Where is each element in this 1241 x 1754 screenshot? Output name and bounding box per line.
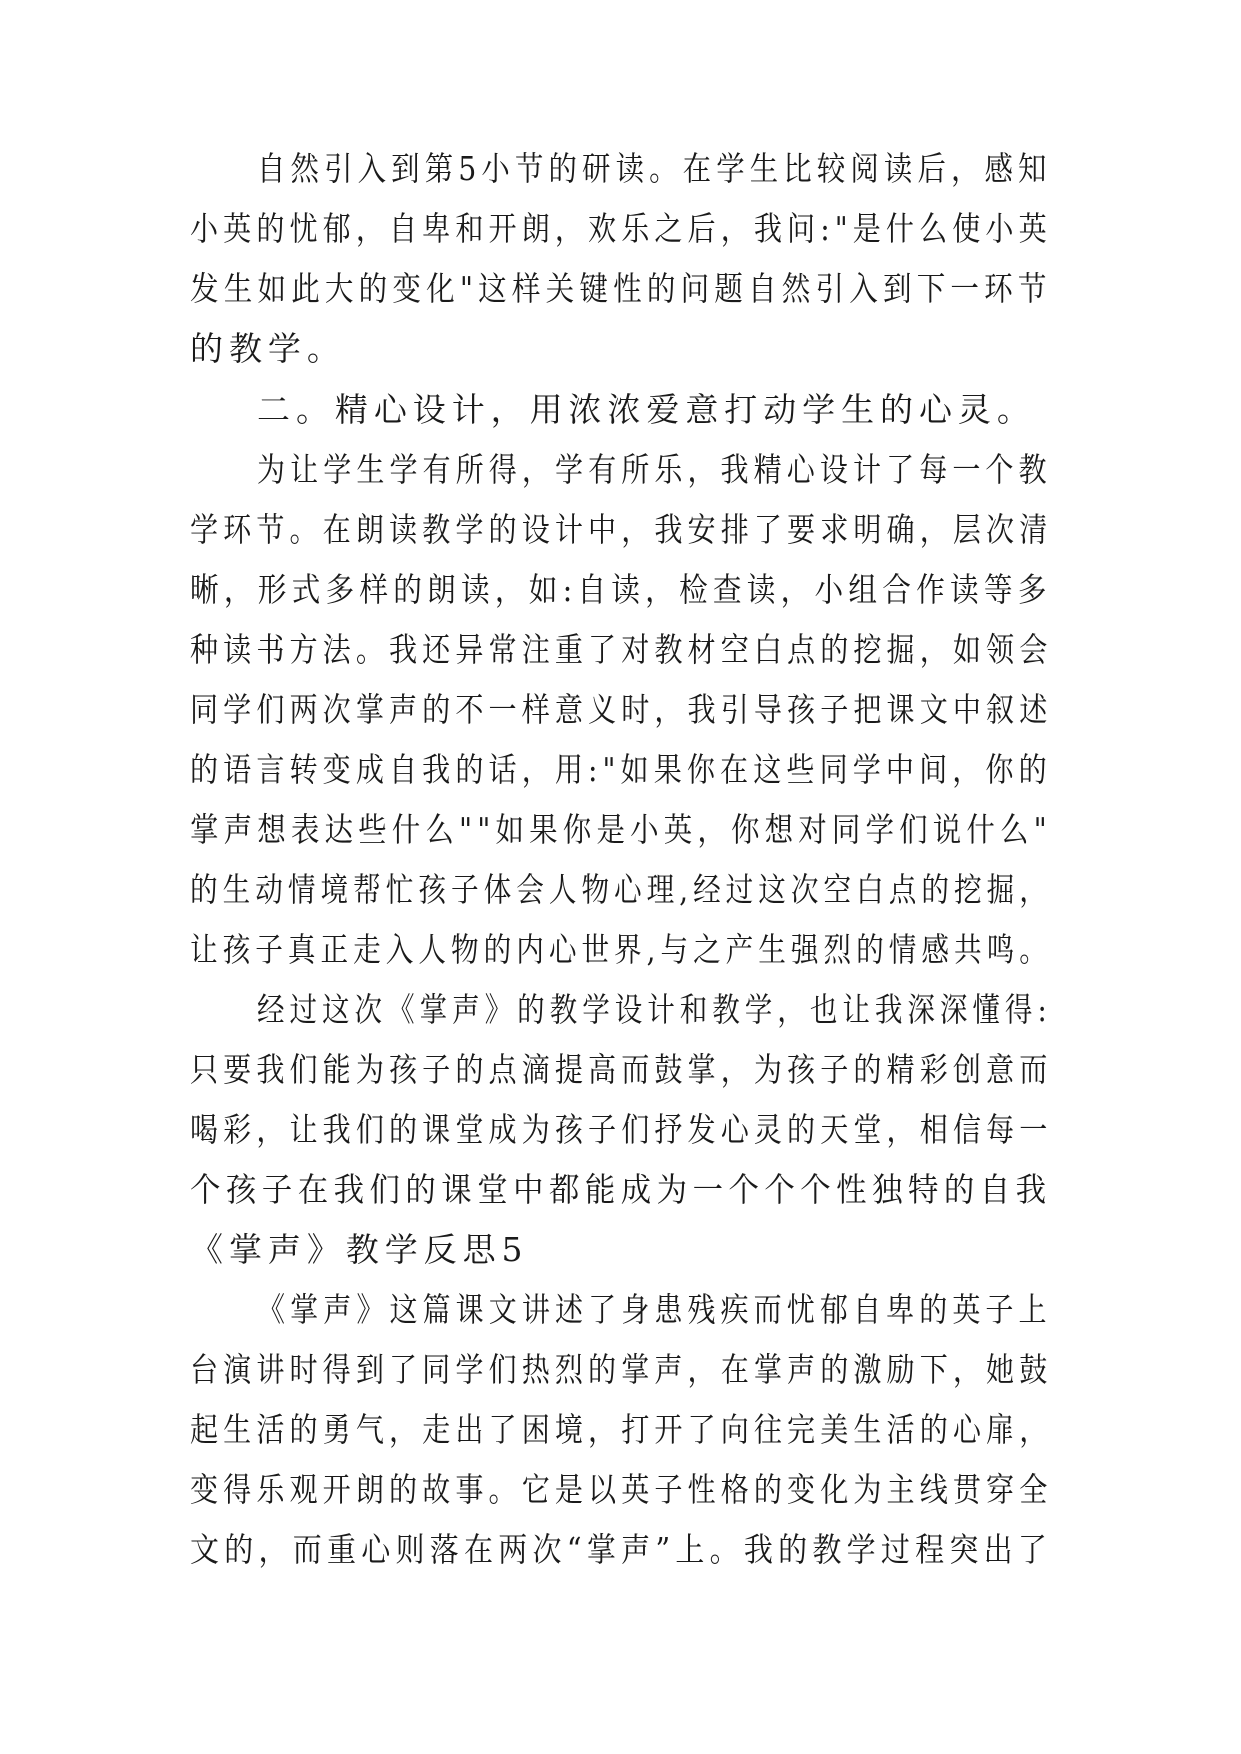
paragraph-line: 的生动情境帮忙孩子体会人物心理,经过这次空白点的挖掘， [190, 870, 1052, 909]
section-heading: 二。精心设计，用浓浓爱意打动学生的心灵。 [257, 390, 1036, 429]
paragraph-line: 起生活的勇气，走出了困境，打开了向往完美生活的心扉， [190, 1410, 1053, 1449]
paragraph-line: 自然引入到第5小节的研读。在学生比较阅读后，感知 [257, 149, 1052, 188]
paragraph-line: 小英的忧郁，自卑和开朗，欢乐之后，我问:"是什么使小英 [190, 209, 1052, 248]
paragraph-line: 《掌声》这篇课文讲述了身患残疾而忧郁自卑的英子上 [257, 1290, 1052, 1329]
paragraph-line: 种读书方法。我还异常注重了对教材空白点的挖掘，如领会 [190, 630, 1053, 669]
paragraph-line: 发生如此大的变化"这样关键性的问题自然引入到下一环节 [190, 269, 1052, 308]
paragraph-line: 掌声想表达些什么""如果你是小英，你想对同学们说什么" [190, 810, 1052, 849]
paragraph-line: 只要我们能为孩子的点滴提高而鼓掌，为孩子的精彩创意而 [190, 1050, 1053, 1089]
paragraph-line: 文的，而重心则落在两次“掌声”上。我的教学过程突出了 [190, 1530, 1053, 1569]
paragraph-line: 台演讲时得到了同学们热烈的掌声，在掌声的激励下，她鼓 [190, 1350, 1053, 1389]
paragraph-line: 学环节。在朗读教学的设计中，我安排了要求明确，层次清 [190, 510, 1053, 549]
paragraph-line: 晰，形式多样的朗读，如:自读，检查读，小组合作读等多 [190, 570, 1052, 609]
paragraph-line: 变得乐观开朗的故事。它是以英子性格的变化为主线贯穿全 [190, 1470, 1053, 1509]
paragraph-line: 个孩子在我们的课堂中都能成为一个个个性独特的自我 [190, 1170, 1052, 1209]
paragraph-line: 同学们两次掌声的不一样意义时，我引导孩子把课文中叙述 [190, 690, 1053, 729]
section-title: 《掌声》教学反思5 [190, 1230, 529, 1269]
paragraph-line: 经过这次《掌声》的教学设计和教学，也让我深深懂得: [257, 990, 1052, 1029]
paragraph-line: 的语言转变成自我的话，用:"如果你在这些同学中间，你的 [190, 750, 1052, 789]
paragraph-line: 为让学生学有所得，学有所乐，我精心设计了每一个教 [257, 450, 1052, 489]
paragraph-line: 让孩子真正走入人物的内心世界,与之产生强烈的情感共鸣。 [190, 930, 1052, 969]
paragraph-line: 的教学。 [190, 329, 346, 368]
paragraph-line: 喝彩，让我们的课堂成为孩子们抒发心灵的天堂，相信每一 [190, 1110, 1053, 1149]
